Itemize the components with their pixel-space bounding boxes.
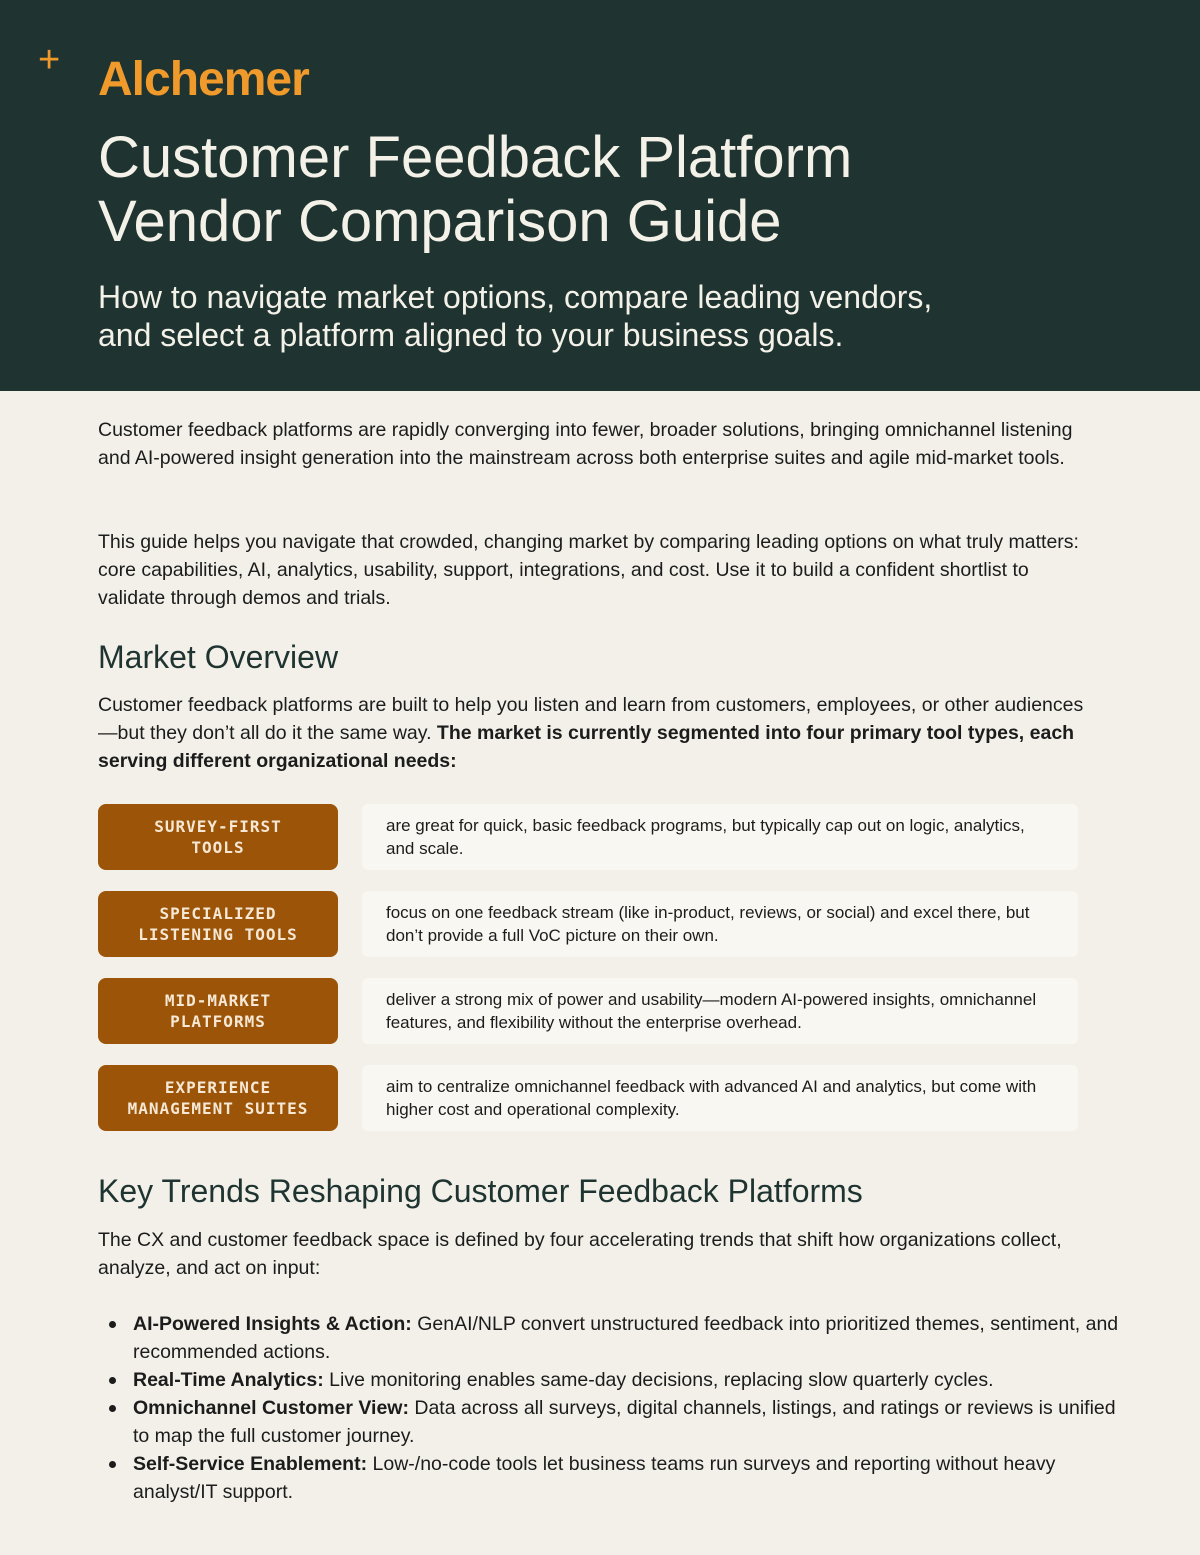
trends-intro-text: The CX and customer feedback space is defined by four accelerating trends that shift how organizations collect, analyze, and act on input: <box>98 1229 1062 1279</box>
tag-line: EXPERIENCE <box>164 1078 272 1097</box>
tool-type-tag <box>98 804 338 870</box>
tool-type-tag <box>98 1065 338 1131</box>
description-text: focus on one feedback stream (like in-product, reviews, or social) and excel there, but don’t provide a full VoC picture on their own. <box>386 902 1030 945</box>
trend-text: Live monitoring enables same-day decisions, replacing slow quarterly cycles. <box>323 1369 994 1391</box>
tag-line: SURVEY-FIRST <box>154 817 282 836</box>
tool-type-description <box>362 1065 1078 1131</box>
subtitle-line: How to navigate market options, compare leading vendors, <box>98 279 933 315</box>
tool-type-tag <box>98 891 338 957</box>
trend-title: Real-Time Analytics: <box>133 1369 324 1391</box>
tag-line: TOOLS <box>191 838 245 857</box>
trend-text: Low-/no-code tools let business teams run surveys and reporting without heavy analyst/IT support. <box>133 1453 1056 1503</box>
list-item <box>133 1366 1133 1394</box>
description-text: are great for quick, basic feedback programs, but typically cap out on logic, analytics, and scale. <box>386 815 1025 858</box>
tool-type-row <box>98 978 1080 1044</box>
subtitle-line: and select a platform aligned to your business goals. <box>98 317 844 353</box>
intro-paragraph: Customer feedback platforms are rapidly converging into fewer, broader solutions, bringing omnichannel listening and AI-powered insight generation into the mainstream across both enterprise suites and agile mid-market tools. <box>98 419 1073 469</box>
title-line: Vendor Comparison Guide <box>98 189 782 254</box>
tool-type-row <box>98 1065 1080 1131</box>
trend-title: AI-Powered Insights & Action: <box>133 1313 412 1335</box>
page-subtitle <box>98 278 1098 354</box>
market-paragraph <box>98 691 1098 775</box>
trend-text: GenAI/NLP convert unstructured feedback into prioritized themes, sentiment, and recommended actions. <box>133 1313 1119 1363</box>
trends-intro <box>98 1226 1098 1282</box>
trend-text: Data across all surveys, digital channels, listings, and ratings or reviews is unified to map the full customer journey. <box>133 1397 1116 1447</box>
tool-type-description <box>362 891 1078 957</box>
header-banner <box>0 0 1200 391</box>
intro-section <box>98 416 1098 472</box>
page-title <box>98 126 1098 254</box>
tool-type-description <box>362 978 1078 1044</box>
tag-line: LISTENING TOOLS <box>138 925 298 944</box>
list-item <box>133 1450 1133 1506</box>
title-line: Customer Feedback Platform <box>98 125 853 190</box>
section-heading-market: Market Overview <box>98 639 339 675</box>
brand-logo: Alchemer <box>98 53 309 106</box>
tool-type-description <box>362 804 1078 870</box>
section-heading-trends: Key Trends Reshaping Customer Feedback Platforms <box>98 1173 863 1209</box>
tag-line: PLATFORMS <box>170 1012 266 1031</box>
tool-type-row <box>98 804 1080 870</box>
trend-title: Self-Service Enablement: <box>133 1453 368 1475</box>
description-text: aim to centralize omnichannel feedback with advanced AI and analytics, but come with higher cost and operational complexity. <box>386 1076 1037 1119</box>
description-text: deliver a strong mix of power and usability—modern AI-powered insights, omnichannel features, and flexibility without the enterprise overhead. <box>386 989 1037 1032</box>
market-text-bold: The market is currently segmented into four primary tool types, each serving different organizational needs: <box>98 722 1075 772</box>
intro-section-2 <box>98 528 1098 612</box>
tag-line: MANAGEMENT SUITES <box>127 1099 309 1118</box>
trends-list <box>98 1310 1133 1506</box>
market-text: Customer feedback platforms are built to help you listen and learn from customers, employees, or other audiences—but they don’t all do it the same way. <box>98 694 1084 744</box>
list-item <box>133 1310 1133 1366</box>
trend-title: Omnichannel Customer View: <box>133 1397 409 1419</box>
list-item <box>133 1394 1133 1450</box>
tag-line: MID-MARKET <box>164 991 272 1010</box>
intro-paragraph: This guide helps you navigate that crowded, changing market by comparing leading options on what truly matters: core capabilities, AI, analytics, usability, support, integrations, and cost. Use it to build a confident shortlist to validate through demos and trials. <box>98 531 1079 609</box>
tag-line: SPECIALIZED <box>159 904 277 923</box>
tool-type-row <box>98 891 1080 957</box>
tool-type-tag <box>98 978 338 1044</box>
plus-icon: + <box>38 39 61 81</box>
